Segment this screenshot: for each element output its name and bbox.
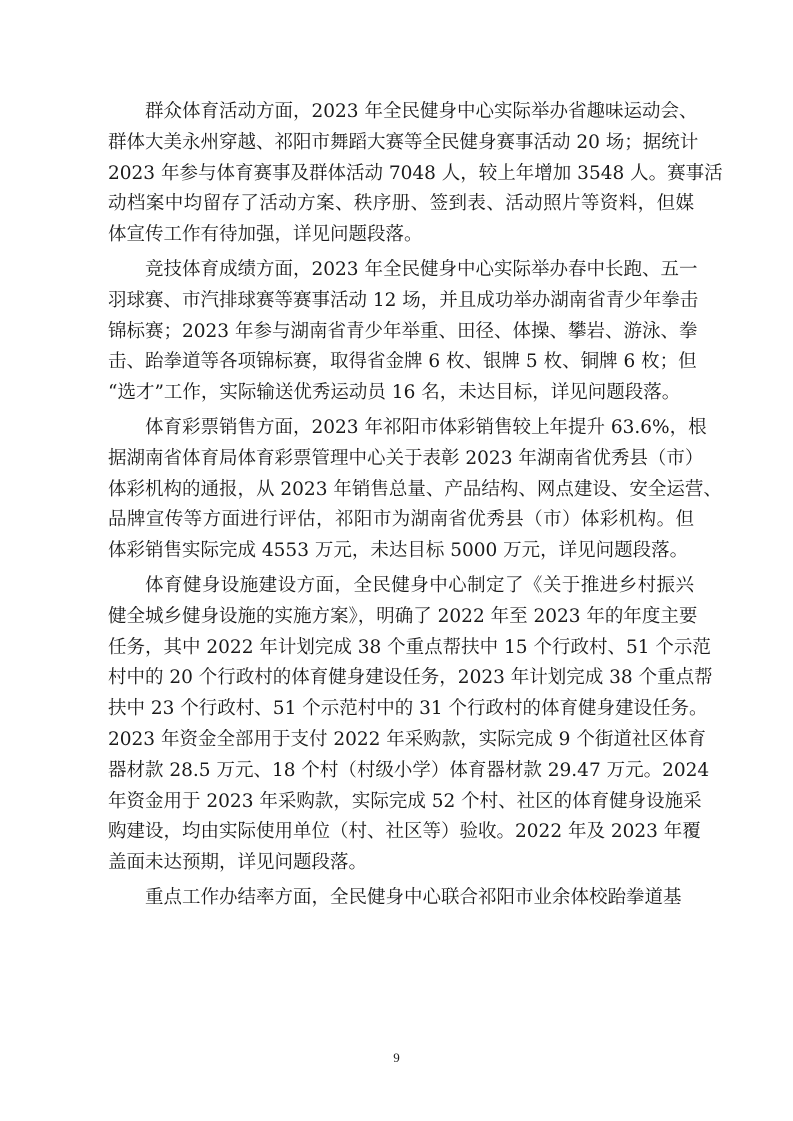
text-line: 群众体育活动方面，2023 年全民健身中心实际举办省趣味运动会、 — [145, 101, 698, 122]
text-line: 健全城乡健身设施的实施方案》，明确了 2022 年至 2023 年的年度主要 — [108, 605, 698, 627]
text-line: 群体大美永州穿越、祁阳市舞蹈大赛等全民健身赛事活动 20 场；据统计 — [108, 131, 699, 153]
text-line: 动档案中均留存了活动方案、秩序册、签到表、活动照片等资料，但媒 — [108, 193, 694, 215]
text-line: 羽球赛、市汽排球赛等赛事活动 12 场，并且成功举办湖南省青少年拳击 — [108, 289, 699, 311]
text-line: 2023 年参与体育赛事及群体活动 7048 人，较上年增加 3548 人。赛事活 — [108, 162, 723, 184]
body-text — [108, 97, 723, 914]
text-line: 任务，其中 2022 年计划完成 38 个重点帮扶中 15 个行政村、51 个示范 — [108, 636, 711, 658]
text-line: “选才”工作，实际输送优秀运动员 16 名，未达目标，详见问题段落。 — [108, 382, 681, 404]
text-line: 盖面未达预期，详见问题段落。 — [108, 852, 368, 874]
text-line: 村中的 20 个行政村的体育健身建设任务，2023 年计划完成 38 个重点帮 — [108, 667, 713, 689]
paragraph-mass-sports — [108, 97, 723, 251]
text-line: 器材款 28.5 万元、18 个村（村级小学）体育器材款 29.47 万元。2024 — [108, 759, 710, 781]
text-line: 重点工作办结率方面，全民健身中心联合祁阳市业余体校跆拳道基 — [145, 886, 682, 908]
text-line: 扶中 23 个行政村、51 个示范村中的 31 个行政村的体育健身建设任务。 — [108, 698, 708, 720]
text-line: 击、跆拳道等各项锦标赛，取得省金牌 6 枚、银牌 5 枚、铜牌 6 枚；但 — [108, 351, 697, 373]
text-line: 锦标赛；2023 年参与湖南省青少年举重、田径、体操、攀岩、游泳、拳 — [108, 320, 698, 342]
text-line: 年资金用于 2023 年采购款，实际完成 52 个村、社区的体育健身设施采 — [108, 790, 702, 812]
paragraph-competitive-sports — [108, 255, 699, 409]
text-line: 体宣传工作有待加强，详见问题段落。 — [108, 224, 423, 246]
text-line: 体彩机构的通报，从 2023 年销售总量、产品结构、网点建设、安全运营、 — [108, 478, 722, 500]
page-number: 9 — [393, 1050, 400, 1065]
text-line: 体育彩票销售方面，2023 年祁阳市体彩销售较上年提升 63.6%，根 — [145, 416, 707, 438]
text-line: 购建设，均由实际使用单位（村、社区等）验收。2022 年及 2023 年覆 — [108, 821, 701, 843]
text-line: 体育健身设施建设方面，全民健身中心制定了《关于推进乡村振兴 — [145, 574, 694, 596]
text-line: 据湖南省体育局体育彩票管理中心关于表彰 2023 年湖南省优秀县（市） — [108, 447, 704, 469]
paragraph-sports-lottery — [108, 413, 722, 567]
paragraph-fitness-facilities — [108, 571, 713, 879]
paragraph-key-work — [108, 883, 694, 914]
text-line: 2023 年资金全部用于支付 2022 年采购款，实际完成 9 个街道社区体育 — [108, 728, 706, 750]
text-line: 品牌宣传等方面进行评估，祁阳市为湖南省优秀县（市）体彩机构。但 — [108, 509, 694, 531]
text-line: 体彩销售实际完成 4553 万元，未达目标 5000 万元，详见问题段落。 — [108, 540, 689, 562]
text-line: 竞技体育成绩方面，2023 年全民健身中心实际举办春中长跑、五一 — [145, 258, 698, 280]
